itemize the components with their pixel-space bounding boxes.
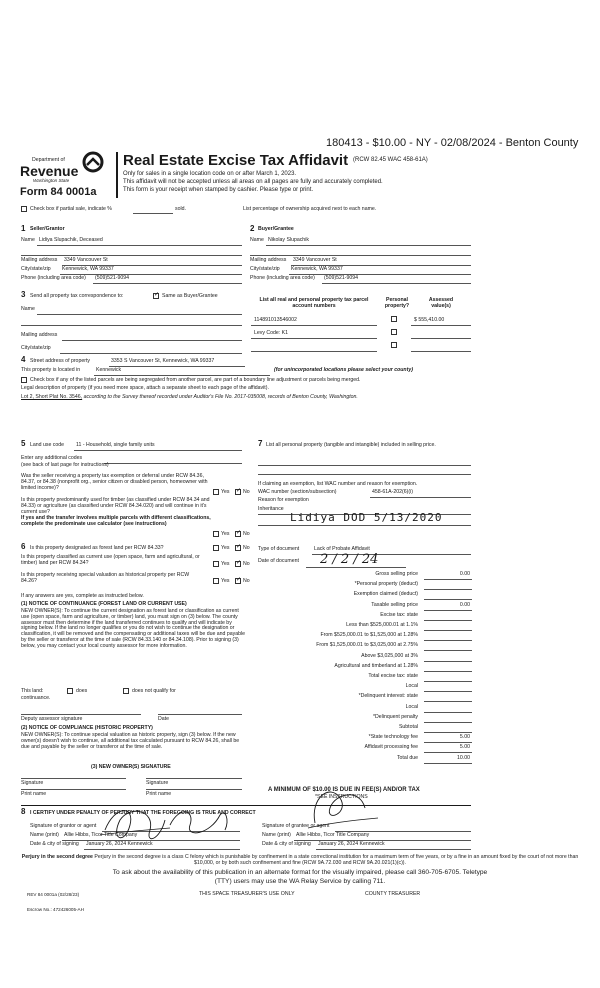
grantor-date-label: Date & city of signing	[30, 841, 79, 847]
personal-property-label: List all personal property (tangible and intangible) included in selling price.	[266, 442, 436, 448]
tax-line-label: Gross selling price	[375, 571, 418, 577]
partial-sale-label: Check box if partial sale, indicate %	[30, 206, 112, 212]
historic-no-label: No	[243, 578, 250, 584]
tax-line-rule	[424, 742, 472, 743]
grantor-signature-label: Signature of grantor or agent	[30, 823, 97, 829]
additional-codes-label: Enter any additional codes	[21, 455, 83, 461]
parcel-number: 114891013546002	[254, 317, 297, 323]
q2-no-checkbox[interactable]	[235, 531, 241, 537]
seller-name-value: Lidiya Slupachik, Deceased	[39, 237, 103, 243]
segregated-label: Check box if any of the listed parcels are being segregated from another parcel, are part of a boundary line adjustment or parcels being merged.	[30, 377, 361, 383]
deputy-date-label: Date	[158, 716, 169, 722]
does-not-checkbox[interactable]	[123, 688, 129, 694]
does-label: does	[76, 688, 88, 694]
owner-signature-label-2: Signature	[146, 780, 169, 786]
perjury-notice: Perjury in the second degree Perjury in the second degree is a class C felony which is punishable by confinement in a state correctional institution for a maximum term of five years, or by a fine in an amount fixed by the court of not more than $10,000, or by both such confinement and fine (RCW 9A.72.030 and RCW 9A.20.021(1)(c)).	[21, 854, 579, 867]
historic-no-checkbox[interactable]	[235, 578, 241, 584]
owner-print-label-1: Print name	[21, 791, 47, 797]
continuance-body: NEW OWNER(S): To continue the current designation as forest land or classification as current use (open space, farm and agriculture, or timber) land, you must sign on (3) below. The county assessor must then determine if the land transferred continues to qualify and will indicate by signing below. If the land no longer qualifies or you do not wish to continue the designation or classification, it will be removed and the compensating or additional taxes will be due and payable by the seller or transferor at the time of sale (RCW 84.33.140 or 84.34.108). Prior to signing (3) below, you may contact your local county assessor for more information.	[21, 608, 246, 649]
q2-yes-label: Yes	[221, 531, 230, 537]
tax-line-rule	[424, 701, 472, 702]
rev-number: REV 84 0001a (02/28/23)	[27, 892, 80, 897]
legal-desc-label: Legal description of property (if you need more space, attach a separate sheet to each page of the affidavit).	[21, 385, 269, 391]
parcel-col-header: List all real and personal property tax parcel account numbers	[259, 297, 369, 309]
reason-value: Inheritance	[258, 506, 284, 512]
current-use-question: Is this property classified as current use (open space, farm and agricultural, or timber) land per RCW 84.34?	[21, 554, 200, 566]
forest-no-checkbox[interactable]	[235, 545, 241, 551]
revenue-logo-icon	[82, 151, 104, 173]
tax-line-rule	[424, 650, 472, 651]
doc-date-value: 2 / 2 / 24	[320, 552, 379, 567]
levy-code: Levy Code: K1	[254, 330, 289, 336]
header-line-3: This form is your receipt when stamped by cashier. Please type or print.	[123, 187, 314, 193]
buyer-phone-value: (509)521-9094	[324, 275, 359, 281]
header-line-1: Only for sales in a single location code on or after March 1, 2023.	[123, 171, 297, 177]
street-address-value: 3353 S Vancouver St, Kennewick, WA 99337	[111, 358, 215, 364]
tax-line-rule	[424, 691, 472, 692]
certify-statement: I CERTIFY UNDER PENALTY OF PERJURY THAT THE FOREGOING IS TRUE AND CORRECT	[30, 810, 256, 816]
current-use-no-label: No	[243, 561, 250, 567]
doc-type-value: Lack of Probate Affidavit	[314, 546, 370, 552]
current-use-no-checkbox[interactable]	[235, 561, 241, 567]
tax-line-value: 0.00	[459, 602, 470, 608]
corr-mail-label: Mailing address	[21, 332, 58, 338]
section-7-number: 7	[258, 439, 263, 448]
this-land-label: This land:	[21, 688, 44, 694]
see-instructions-notice: *SEE INSTRUCTIONS	[315, 794, 368, 800]
partial-sale-checkbox[interactable]	[21, 206, 27, 212]
tax-line-label: Local	[405, 683, 418, 689]
segregated-checkbox[interactable]	[21, 377, 27, 383]
assessed-value: $ 555,410.00	[414, 317, 445, 323]
doc-type-label: Type of document	[258, 546, 300, 552]
tax-line-label: Local	[405, 704, 418, 710]
wac-value: 458-61A-202(6)(i)	[372, 489, 413, 495]
section-4-number: 4	[21, 355, 26, 364]
accessibility-line-2: (TTY) users may use the WA Relay Service by calling 711.	[214, 878, 386, 885]
tax-line-rule	[424, 589, 472, 590]
grantee-name-label: Name (print)	[262, 832, 291, 838]
header-divider	[116, 152, 118, 198]
tax-line-label: From $1,525,000.01 to $3,025,000 at 2.75%	[316, 642, 418, 648]
tax-line-rule	[424, 712, 472, 713]
buyer-city-label: City/state/zip	[250, 266, 280, 272]
tax-line-rule	[424, 599, 472, 600]
header-line-2: This affidavit will not be accepted unless all areas on all pages are fully and accurately completed.	[123, 179, 383, 185]
section-3-number: 3	[21, 290, 26, 299]
escrow-number: Escrow No.: 472426005-AH	[27, 907, 84, 912]
land-use-value: 11 - Household, single family units	[76, 442, 155, 448]
section-3-label: Send all property tax correspondence to:	[30, 293, 124, 299]
grantor-signature-scribble-2	[165, 800, 235, 840]
seller-mail-label: Mailing address	[21, 257, 58, 263]
buyer-mail-label: Mailing address	[250, 257, 287, 263]
same-as-buyer-label: Same as Buyer/Grantee	[162, 293, 218, 299]
tax-line-rule	[424, 630, 472, 631]
county-treasurer-label: COUNTY TREASURER	[365, 891, 421, 897]
revenue-logo-text: Revenue	[20, 163, 79, 179]
tax-line-label: Affidavit processing fee	[364, 744, 418, 750]
forest-yes-label: Yes	[221, 545, 230, 551]
tax-line-label: *State technology fee	[368, 734, 418, 740]
compliance-body: NEW OWNER(S): To continue special valuation as historic property, sign (3) below. If the new owner(s) doesn't wish to continue, all additional tax calculated pursuant to RCW 84.26, shall be due and payable by the seller or transferor at the time of sale.	[21, 732, 240, 750]
ownership-note: List percentage of ownership acquired next to each name.	[243, 206, 377, 212]
grantor-signature-scribble	[95, 800, 175, 850]
exemption-claim-label: If claiming an exemption, list WAC number and reason for exemption.	[258, 481, 418, 487]
tax-line-rule	[424, 640, 472, 641]
assessed-col-header: Assessed value(s)	[428, 297, 454, 309]
seller-heading: Seller/Grantor	[30, 226, 65, 232]
tax-line-rule	[424, 610, 472, 611]
if-yes-note: If any answers are yes, complete as instructed below.	[21, 593, 144, 599]
owner-print-label-2: Print name	[146, 791, 172, 797]
buyer-name-value: Nikolay Slupachik	[268, 237, 309, 243]
timber-question-note: If yes and the transfer involves multiple parcels with different classifications, complete the predominate use calculator (see instructions)	[21, 515, 211, 527]
grantee-signature-label: Signature of grantee or agent	[262, 823, 330, 829]
tax-line-label: *Delinquent penalty	[373, 714, 418, 720]
corr-city-label: City/state/zip	[21, 345, 51, 351]
continuance-heading: (1) NOTICE OF CONTINUANCE (FOREST LAND OR CURRENT USE)	[21, 601, 187, 607]
tax-line-rule	[424, 579, 472, 580]
grantor-name-label: Name (print)	[30, 832, 59, 838]
seller-city-value: Kennewick, WA 99337	[62, 266, 114, 272]
buyer-mail-value: 3349 Vancouver St	[293, 257, 337, 263]
grantor-agent-name: Allie Hibbs, Ticor Title Company	[64, 832, 138, 838]
compliance-heading: (2) NOTICE OF COMPLIANCE (HISTORIC PROPERTY)	[21, 725, 153, 731]
tax-line-rule	[424, 763, 472, 764]
land-use-label: Land use code	[30, 442, 65, 448]
sold-label: sold.	[175, 206, 186, 212]
q1-yes-label: Yes	[221, 489, 230, 495]
personal-property-checkbox-3[interactable]	[391, 342, 397, 348]
section-8-number: 8	[21, 807, 26, 816]
doc-date-label: Date of document	[258, 558, 299, 564]
tax-line-label: *Delinquent interest: state	[358, 693, 418, 699]
form-number: Form 84 0001a	[20, 186, 97, 198]
q1-no-label: No	[243, 489, 250, 495]
form-title: Real Estate Excise Tax Affidavit	[123, 152, 349, 169]
tax-line-value: 5.00	[459, 744, 470, 750]
treasurer-space-label: THIS SPACE TREASURER'S USE ONLY	[199, 891, 295, 897]
buyer-phone-label: Phone (including area code)	[250, 275, 315, 281]
tax-line-rule	[424, 722, 472, 723]
minimum-due-notice: A MINIMUM OF $10.00 IS DUE IN FEE(S) AND/OR TAX	[268, 787, 420, 793]
buyer-heading: Buyer/Grantee	[258, 226, 294, 232]
current-use-yes-label: Yes	[221, 561, 230, 567]
does-not-label: does not qualify for	[132, 688, 176, 694]
tax-line-label: Less than $525,000.01 at 1.1%	[346, 622, 418, 628]
q1-no-checkbox[interactable]	[235, 489, 241, 495]
state-label: Washington State	[33, 178, 70, 183]
reason-label: Reason for exemption	[258, 497, 309, 503]
grantee-agent-name: Allie Hibbs, Ticor Title Company	[296, 832, 370, 838]
form-rcw: (RCW 82.45 WAC 458-61A)	[353, 157, 428, 163]
tax-line-label: Subtotal	[398, 724, 418, 730]
unincorporated-note: (for unincorporated locations please select your county)	[274, 367, 413, 373]
accessibility-line-1: To ask about the availability of this publication in an alternate format for the visually impaired, please call 360-705-6705. Teletype	[112, 869, 488, 876]
current-use-yes-checkbox[interactable]	[213, 561, 219, 567]
owner-signature-label-1: Signature	[21, 780, 44, 786]
q2-no-label: No	[243, 531, 250, 537]
forest-no-label: No	[243, 545, 250, 551]
grantee-date-city: January 26, 2024 Kennewick	[318, 841, 385, 847]
tax-line-label: Exemption claimed (deduct)	[353, 591, 418, 597]
seller-mail-value: 3349 Vancouver St	[64, 257, 108, 263]
tax-line-label: Excise tax: state	[380, 612, 418, 618]
section-1-number: 1	[21, 224, 26, 233]
legal-desc-value: Lot 2, Short Plat No. 3546, according to the Survey thereof recorded under Auditor's File No. 2017-035008, records of Benton County, Washington.	[21, 394, 358, 400]
tax-line-label: Total due	[396, 755, 418, 761]
located-label: This property is located in	[21, 367, 81, 373]
new-owner-signature-heading: (3) NEW OWNER(S) SIGNATURE	[91, 764, 171, 770]
grantee-date-label: Date & city of signing	[262, 841, 311, 847]
forest-question: Is this property designated as forest land per RCW 84.33?	[30, 545, 164, 551]
seller-phone-label: Phone (including area code)	[21, 275, 86, 281]
corr-name-label: Name	[21, 306, 35, 312]
street-address-label: Street address of property	[30, 358, 90, 364]
buyer-city-value: Kennewick, WA 99337	[291, 266, 343, 272]
tax-line-value: 0.00	[459, 571, 470, 577]
tax-line-label: Total excise tax: state	[368, 673, 418, 679]
tax-line-value: 10.00	[457, 755, 470, 761]
located-value: Kennewick	[96, 367, 122, 373]
buyer-name-label: Name	[250, 237, 264, 243]
tax-line-rule	[424, 752, 472, 753]
section-2-number: 2	[250, 224, 255, 233]
tax-line-rule	[424, 620, 472, 621]
historic-yes-label: Yes	[221, 578, 230, 584]
handwritten-dod-note: Lidiya DOD 5/13/2020	[290, 511, 443, 524]
tax-line-label: *Personal property (deduct)	[354, 581, 418, 587]
historic-question: Is this property receiving special valuation as historical property per RCW 84.26?	[21, 572, 190, 584]
tax-line-rule	[424, 732, 472, 733]
dept-label: Department of	[32, 157, 65, 163]
section-6-number: 6	[21, 542, 26, 551]
personal-property-checkbox-1[interactable]	[391, 316, 397, 322]
recording-stamp: 180413 - $10.00 - NY - 02/08/2024 - Benton County	[326, 137, 579, 149]
tax-line-rule	[424, 661, 472, 662]
wac-label: WAC number (section/subsection)	[258, 489, 337, 495]
see-instructions: (see back of last page for instructions)	[21, 462, 109, 468]
personal-col-header: Personal property?	[384, 297, 410, 309]
partial-percent-line	[133, 213, 173, 214]
deputy-signature-label: Deputy assessor signature	[21, 716, 83, 722]
tax-line-rule	[424, 671, 472, 672]
same-as-buyer-checkbox[interactable]	[153, 293, 159, 299]
continuance-label: continuance.	[21, 695, 51, 701]
forest-yes-checkbox[interactable]	[213, 545, 219, 551]
tax-line-label: Taxable selling price	[371, 602, 418, 608]
does-checkbox[interactable]	[67, 688, 73, 694]
grantor-date-city: January 26, 2024 Kennewick	[86, 841, 153, 847]
timber-question: Is this property predominantly used for timber (as classified under RCW 84.34 and 84.33) or agriculture (as classified under RCW 84.34.020) and will continue in it's current use?	[21, 497, 210, 515]
q1-yes-checkbox[interactable]	[213, 489, 219, 495]
tax-line-label: Agricultural and timberland at 1.28%	[334, 663, 418, 669]
tax-line-label: From $525,000.01 to $1,525,000 at 1.28%	[320, 632, 418, 638]
seller-name-label: Name	[21, 237, 35, 243]
personal-property-checkbox-2[interactable]	[391, 329, 397, 335]
tax-line-rule	[424, 681, 472, 682]
historic-yes-checkbox[interactable]	[213, 578, 219, 584]
grantee-signature-scribble	[300, 778, 380, 833]
q2-yes-checkbox[interactable]	[213, 531, 219, 537]
section-5-number: 5	[21, 439, 26, 448]
seller-city-label: City/state/zip	[21, 266, 51, 272]
exemption-question: Was the seller receiving a property tax exemption or deferral under RCW 84.36, 84.37, or 84.38 (nonprofit org., senior citizen or disabled person, homeowner with limited income)?	[21, 473, 208, 491]
tax-line-value: 5.00	[459, 734, 470, 740]
seller-phone-value: (509)521-9094	[95, 275, 130, 281]
tax-line-label: Above $3,025,000 at 3%	[361, 653, 418, 659]
